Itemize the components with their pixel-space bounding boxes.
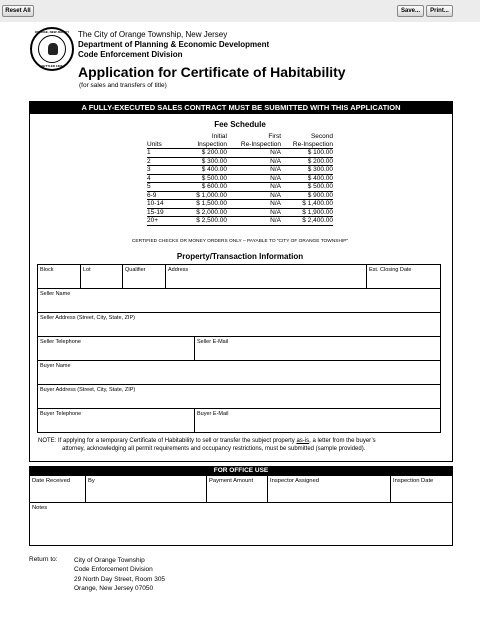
inspection-date-field[interactable] [390, 475, 453, 503]
table-row: 4 $ 500.00 N/A $ 400.00 [147, 174, 333, 182]
buyer-address-field[interactable] [37, 384, 441, 409]
address-label: Address [168, 267, 189, 273]
table-row: 6-9 $ 1,000.00 N/A $ 900.00 [147, 191, 333, 199]
certified-checks-note: CERTIFIED CHECKS OR MONEY ORDERS ONLY – PAYABLE TO “CITY OF ORANGE TOWNSHIP” [131, 239, 349, 244]
city-seal-logo [30, 27, 74, 71]
col-second-reinspection: Second Re-Inspection [292, 133, 333, 148]
closing-date-label: Est. Closing Date [369, 267, 412, 273]
date-received-label: Date Received [32, 478, 71, 484]
lot-label: Lot [83, 267, 91, 273]
payment-amount-field[interactable] [206, 475, 268, 503]
block-field[interactable] [37, 264, 81, 289]
buyer-address-label: Buyer Address (Street, City, State, ZIP) [40, 387, 136, 393]
office-use-header: FOR OFFICE USE [29, 466, 453, 475]
closing-date-field[interactable] [366, 264, 441, 289]
seal-top-text: ORANGE, NEW JERSEY [34, 30, 70, 34]
fee-schedule-title: Fee Schedule [214, 120, 266, 129]
by-field[interactable] [85, 475, 207, 503]
sales-contract-banner: A FULLY-EXECUTED SALES CONTRACT MUST BE SUBMITTED WITH THIS APPLICATION [29, 101, 453, 114]
return-to-label: Return to: [29, 556, 58, 563]
return-address-line: Orange, New Jersey 07050 [74, 584, 154, 592]
seller-email-label: Seller E-Mail [197, 339, 229, 345]
fee-schedule-table [147, 133, 333, 226]
table-row: 15-19 $ 2,000.00 N/A $ 1,900.00 [147, 208, 333, 216]
table-row: 20+ $ 2,500.00 N/A $ 2,400.00 [147, 217, 333, 224]
seal-emblem-icon [48, 43, 58, 55]
seller-telephone-field[interactable] [37, 336, 195, 361]
inspection-date-label: Inspection Date [393, 478, 434, 484]
buyer-email-label: Buyer E-Mail [197, 411, 229, 417]
division-name: Code Enforcement Division [78, 50, 183, 59]
page-subtitle: (for sales and transfers of title) [79, 82, 167, 89]
seal-bottom-text: SETTLED 1666 [41, 64, 63, 68]
notes-label: Notes [32, 505, 48, 511]
address-field[interactable] [165, 264, 367, 289]
table-row: 1 $ 200.00 N/A $ 100.00 [147, 149, 333, 156]
lot-field[interactable] [80, 264, 123, 289]
seal-inner-ring [38, 35, 66, 63]
table-row: 10-14 $ 1,500.00 N/A $ 1,400.00 [147, 200, 333, 207]
buyer-telephone-label: Buyer Telephone [40, 411, 82, 417]
seller-address-label: Seller Address (Street, City, State, ZIP) [40, 315, 135, 321]
col-first-reinspection: First Re-Inspection [240, 133, 281, 148]
seller-telephone-label: Seller Telephone [40, 339, 81, 345]
table-row: 3 $ 400.00 N/A $ 300.00 [147, 166, 333, 173]
property-section-title: Property/Transaction Information [176, 252, 304, 261]
inspector-assigned-field[interactable] [267, 475, 391, 503]
payment-amount-label: Payment Amount [209, 478, 254, 484]
reset-all-button[interactable]: Reset All [2, 5, 34, 17]
date-received-field[interactable] [29, 475, 86, 503]
buyer-email-field[interactable] [194, 408, 441, 433]
return-address-line: 29 North Day Street, Room 305 [74, 575, 166, 583]
return-address-line: Code Enforcement Division [74, 566, 153, 574]
col-units: Units [147, 140, 162, 148]
by-label: By [88, 478, 95, 484]
buyer-name-label: Buyer Name [40, 363, 71, 369]
buyer-name-field[interactable] [37, 360, 441, 385]
department-name: Department of Planning & Economic Development [78, 40, 270, 49]
print-button[interactable]: Print... [426, 5, 453, 17]
inspector-assigned-label: Inspector Assigned [270, 478, 319, 484]
as-is-underlined: as-is [296, 438, 310, 444]
seller-name-label: Seller Name [40, 291, 71, 297]
table-row: 2 $ 300.00 N/A $ 200.00 [147, 157, 333, 165]
return-address-line: City of Orange Township [74, 557, 145, 564]
return-address [74, 556, 165, 593]
seller-name-field[interactable] [37, 288, 441, 313]
seller-email-field[interactable] [194, 336, 441, 361]
page-title: Application for Certificate of Habitability [78, 64, 346, 80]
temporary-certificate-note: NOTE: If applying for a temporary Certificate of Habitability to sell or transfer the subject property as-is, a letter from the buyer’s attorney, acknowledging all permit requirements and occupancy restrictions, must be submitted (sample provided). [38, 438, 376, 452]
toolbar [0, 0, 480, 22]
buyer-telephone-field[interactable] [37, 408, 195, 433]
qualifier-field[interactable] [122, 264, 166, 289]
block-label: Block [40, 267, 54, 273]
save-button[interactable]: Save... [397, 5, 424, 17]
table-row: 5 $ 600.00 N/A $ 500.00 [147, 183, 333, 190]
seller-address-field[interactable] [37, 312, 441, 337]
qualifier-label: Qualifier [125, 267, 146, 273]
city-name: The City of Orange Township, New Jersey [78, 30, 228, 39]
col-initial: Initial Inspection [197, 133, 227, 148]
notes-field[interactable] [29, 502, 453, 546]
